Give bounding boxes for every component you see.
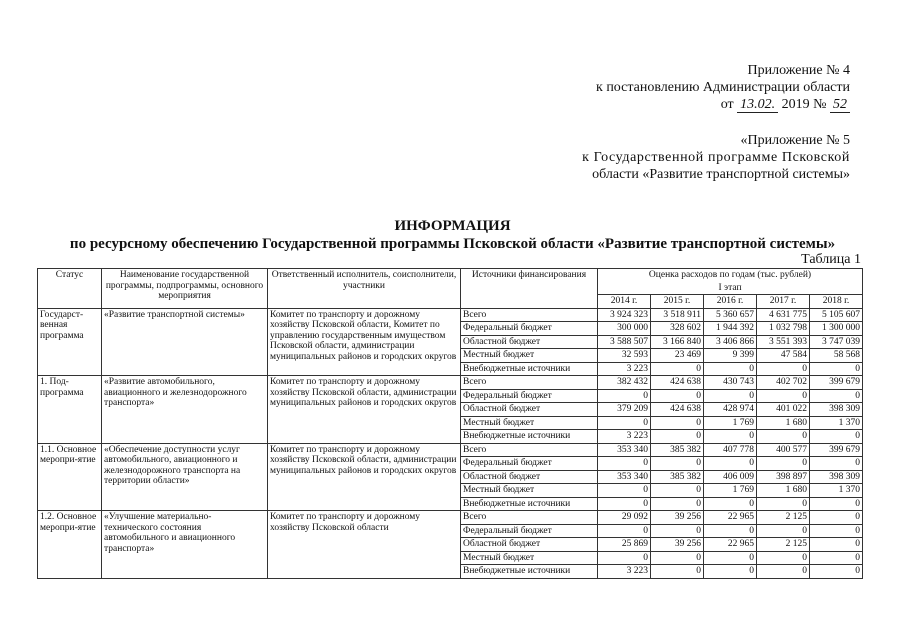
row-value: 385 382 bbox=[651, 470, 704, 484]
table-number: Таблица 1 bbox=[801, 252, 861, 267]
row-value: 0 bbox=[704, 524, 757, 538]
row-value: 3 518 911 bbox=[651, 308, 704, 322]
row-value: 3 747 039 bbox=[810, 335, 863, 349]
handwritten-number: 52 bbox=[830, 98, 850, 113]
header-year: 2018 г. bbox=[810, 295, 863, 309]
row-value: 0 bbox=[810, 457, 863, 471]
row-value: 39 256 bbox=[651, 538, 704, 552]
quote-appendix: «Приложение № 5 bbox=[740, 133, 850, 148]
row-value: 0 bbox=[704, 430, 757, 444]
row-value: 0 bbox=[810, 497, 863, 511]
row-value: 3 406 866 bbox=[704, 335, 757, 349]
row-value: 0 bbox=[704, 551, 757, 565]
row-value: 0 bbox=[651, 430, 704, 444]
row-source: Федеральный бюджет bbox=[461, 457, 598, 471]
row-value: 0 bbox=[757, 389, 810, 403]
row-source: Внебюджетные источники bbox=[461, 565, 598, 579]
row-source: Областной бюджет bbox=[461, 403, 598, 417]
row-value: 0 bbox=[757, 551, 810, 565]
row-value: 0 bbox=[651, 362, 704, 376]
row-value: 0 bbox=[704, 457, 757, 471]
row-value: 9 399 bbox=[704, 349, 757, 363]
header-year: 2015 г. bbox=[651, 295, 704, 309]
row-value: 0 bbox=[598, 416, 651, 430]
row-source: Всего bbox=[461, 443, 598, 457]
row-value: 1 769 bbox=[704, 484, 757, 498]
row-value: 0 bbox=[598, 484, 651, 498]
row-value: 3 924 323 bbox=[598, 308, 651, 322]
appendix-title: Приложение № 4 bbox=[747, 63, 850, 78]
row-value: 0 bbox=[651, 389, 704, 403]
row-executor: Комитет по транспорту и дорожному хозяйству Псковской области, администрации муниципальных районов и городских округов bbox=[268, 376, 461, 444]
row-value: 1 370 bbox=[810, 416, 863, 430]
row-name: «Улучшение материально-технического состояния автомобильного и авиационного транспорта» bbox=[102, 511, 268, 579]
row-value: 407 778 bbox=[704, 443, 757, 457]
row-value: 0 bbox=[598, 497, 651, 511]
row-value: 0 bbox=[598, 524, 651, 538]
row-value: 0 bbox=[810, 551, 863, 565]
row-value: 39 256 bbox=[651, 511, 704, 525]
row-value: 0 bbox=[757, 524, 810, 538]
row-name: «Развитие автомобильного, авиационного и железнодорожного транспорта» bbox=[102, 376, 268, 444]
table-row bbox=[38, 443, 863, 457]
row-value: 0 bbox=[651, 551, 704, 565]
row-value: 2 125 bbox=[757, 538, 810, 552]
row-value: 328 602 bbox=[651, 322, 704, 336]
row-value: 430 743 bbox=[704, 376, 757, 390]
row-status: Государст-венная программа bbox=[38, 308, 102, 376]
row-value: 4 631 775 bbox=[757, 308, 810, 322]
row-value: 0 bbox=[757, 497, 810, 511]
row-source: Областной бюджет bbox=[461, 538, 598, 552]
header-year: 2014 г. bbox=[598, 295, 651, 309]
row-value: 300 000 bbox=[598, 322, 651, 336]
row-value: 0 bbox=[810, 524, 863, 538]
row-value: 22 965 bbox=[704, 538, 757, 552]
table-body bbox=[38, 308, 863, 578]
resolution-date-line bbox=[596, 96, 850, 113]
row-value: 382 432 bbox=[598, 376, 651, 390]
row-value: 401 022 bbox=[757, 403, 810, 417]
row-value: 0 bbox=[757, 362, 810, 376]
row-value: 402 702 bbox=[757, 376, 810, 390]
row-value: 353 340 bbox=[598, 470, 651, 484]
row-value: 3 166 840 bbox=[651, 335, 704, 349]
row-value: 0 bbox=[704, 389, 757, 403]
header-stage: I этап bbox=[598, 282, 863, 295]
row-value: 398 309 bbox=[810, 403, 863, 417]
row-value: 398 897 bbox=[757, 470, 810, 484]
row-status: 1. Под-программа bbox=[38, 376, 102, 444]
row-value: 1 300 000 bbox=[810, 322, 863, 336]
row-source: Местный бюджет bbox=[461, 349, 598, 363]
program-line-2: области «Развитие транспортной системы» bbox=[592, 167, 850, 182]
row-value: 398 309 bbox=[810, 470, 863, 484]
row-value: 0 bbox=[810, 362, 863, 376]
row-value: 406 009 bbox=[704, 470, 757, 484]
row-value: 0 bbox=[810, 389, 863, 403]
row-name: «Обеспечение доступности услуг автомобильного, авиационного и железнодорожного транспорта на территории области» bbox=[102, 443, 268, 511]
resolution-line: к постановлению Администрации области bbox=[596, 80, 850, 95]
row-value: 1 680 bbox=[757, 416, 810, 430]
row-value: 400 577 bbox=[757, 443, 810, 457]
table-row bbox=[38, 511, 863, 525]
row-value: 2 125 bbox=[757, 511, 810, 525]
row-name: «Развитие транспортной системы» bbox=[102, 308, 268, 376]
row-value: 0 bbox=[598, 457, 651, 471]
row-source: Местный бюджет bbox=[461, 416, 598, 430]
header-sources: Источники финансирования bbox=[461, 269, 598, 309]
row-value: 0 bbox=[757, 565, 810, 579]
header-name: Наименование государственной программы, подпрограммы, основного мероприятия bbox=[102, 269, 268, 309]
header-estimate: Оценка расходов по годам (тыс. рублей) bbox=[598, 269, 863, 282]
row-value: 0 bbox=[810, 511, 863, 525]
row-value: 0 bbox=[810, 430, 863, 444]
resource-table bbox=[37, 268, 863, 579]
header-year: 2016 г. bbox=[704, 295, 757, 309]
row-executor: Комитет по транспорту и дорожному хозяйству Псковской области, Комитет по управлению государственным имуществом Псковской области, администрации муниципальных районов и городских округов bbox=[268, 308, 461, 376]
row-value: 0 bbox=[810, 538, 863, 552]
table-row bbox=[38, 308, 863, 322]
program-line-1: к Государственной программе Псковской bbox=[582, 150, 850, 165]
row-value: 29 092 bbox=[598, 511, 651, 525]
row-value: 0 bbox=[757, 457, 810, 471]
row-value: 23 469 bbox=[651, 349, 704, 363]
row-value: 428 974 bbox=[704, 403, 757, 417]
row-value: 0 bbox=[598, 389, 651, 403]
header-executor: Ответственный исполнитель, соисполнители, участники bbox=[268, 269, 461, 309]
row-value: 0 bbox=[810, 565, 863, 579]
appendix-header bbox=[596, 62, 850, 113]
row-value: 0 bbox=[651, 484, 704, 498]
row-value: 5 105 607 bbox=[810, 308, 863, 322]
row-value: 399 679 bbox=[810, 443, 863, 457]
row-source: Внебюджетные источники bbox=[461, 497, 598, 511]
row-value: 0 bbox=[651, 524, 704, 538]
row-value: 58 568 bbox=[810, 349, 863, 363]
row-source: Внебюджетные источники bbox=[461, 430, 598, 444]
row-source: Внебюджетные источники bbox=[461, 362, 598, 376]
table-row bbox=[38, 376, 863, 390]
document-subtitle: по ресурсному обеспечению Государственной программы Псковской области «Развитие транспортной системы» bbox=[69, 236, 836, 252]
row-source: Всего bbox=[461, 511, 598, 525]
row-source: Федеральный бюджет bbox=[461, 389, 598, 403]
row-value: 47 584 bbox=[757, 349, 810, 363]
row-value: 399 679 bbox=[810, 376, 863, 390]
row-value: 1 769 bbox=[704, 416, 757, 430]
row-value: 3 588 507 bbox=[598, 335, 651, 349]
row-source: Всего bbox=[461, 376, 598, 390]
row-value: 0 bbox=[598, 551, 651, 565]
row-source: Федеральный бюджет bbox=[461, 524, 598, 538]
row-executor: Комитет по транспорту и дорожному хозяйству Псковской области bbox=[268, 511, 461, 579]
row-status: 1.2. Основное меропри-ятие bbox=[38, 511, 102, 579]
row-source: Областной бюджет bbox=[461, 335, 598, 349]
row-value: 32 593 bbox=[598, 349, 651, 363]
program-appendix-header bbox=[582, 132, 850, 183]
document-title: ИНФОРМАЦИЯ bbox=[394, 218, 511, 234]
row-value: 385 382 bbox=[651, 443, 704, 457]
row-source: Федеральный бюджет bbox=[461, 322, 598, 336]
row-value: 0 bbox=[704, 362, 757, 376]
row-value: 3 223 bbox=[598, 565, 651, 579]
row-executor: Комитет по транспорту и дорожному хозяйству Псковской области, администрации муниципальных районов и городских округов bbox=[268, 443, 461, 511]
row-source: Областной бюджет bbox=[461, 470, 598, 484]
row-value: 25 869 bbox=[598, 538, 651, 552]
row-value: 3 223 bbox=[598, 362, 651, 376]
row-value: 424 638 bbox=[651, 376, 704, 390]
row-value: 379 209 bbox=[598, 403, 651, 417]
header-status: Статус bbox=[38, 269, 102, 309]
handwritten-date: 13.02. bbox=[737, 98, 778, 113]
row-value: 0 bbox=[651, 565, 704, 579]
row-source: Местный бюджет bbox=[461, 484, 598, 498]
row-status: 1.1. Основное меропри-ятие bbox=[38, 443, 102, 511]
row-value: 1 944 392 bbox=[704, 322, 757, 336]
row-value: 0 bbox=[704, 565, 757, 579]
row-value: 3 223 bbox=[598, 430, 651, 444]
row-value: 0 bbox=[651, 457, 704, 471]
row-value: 0 bbox=[757, 430, 810, 444]
header-year: 2017 г. bbox=[757, 295, 810, 309]
resolution-year: 2019 № bbox=[781, 97, 827, 112]
row-source: Местный бюджет bbox=[461, 551, 598, 565]
from-word: от bbox=[720, 97, 734, 112]
row-value: 5 360 657 bbox=[704, 308, 757, 322]
row-value: 0 bbox=[704, 497, 757, 511]
row-value: 0 bbox=[651, 416, 704, 430]
row-value: 353 340 bbox=[598, 443, 651, 457]
row-value: 424 638 bbox=[651, 403, 704, 417]
row-source: Всего bbox=[461, 308, 598, 322]
row-value: 1 680 bbox=[757, 484, 810, 498]
row-value: 0 bbox=[651, 497, 704, 511]
row-value: 3 551 393 bbox=[757, 335, 810, 349]
row-value: 1 032 798 bbox=[757, 322, 810, 336]
row-value: 1 370 bbox=[810, 484, 863, 498]
row-value: 22 965 bbox=[704, 511, 757, 525]
